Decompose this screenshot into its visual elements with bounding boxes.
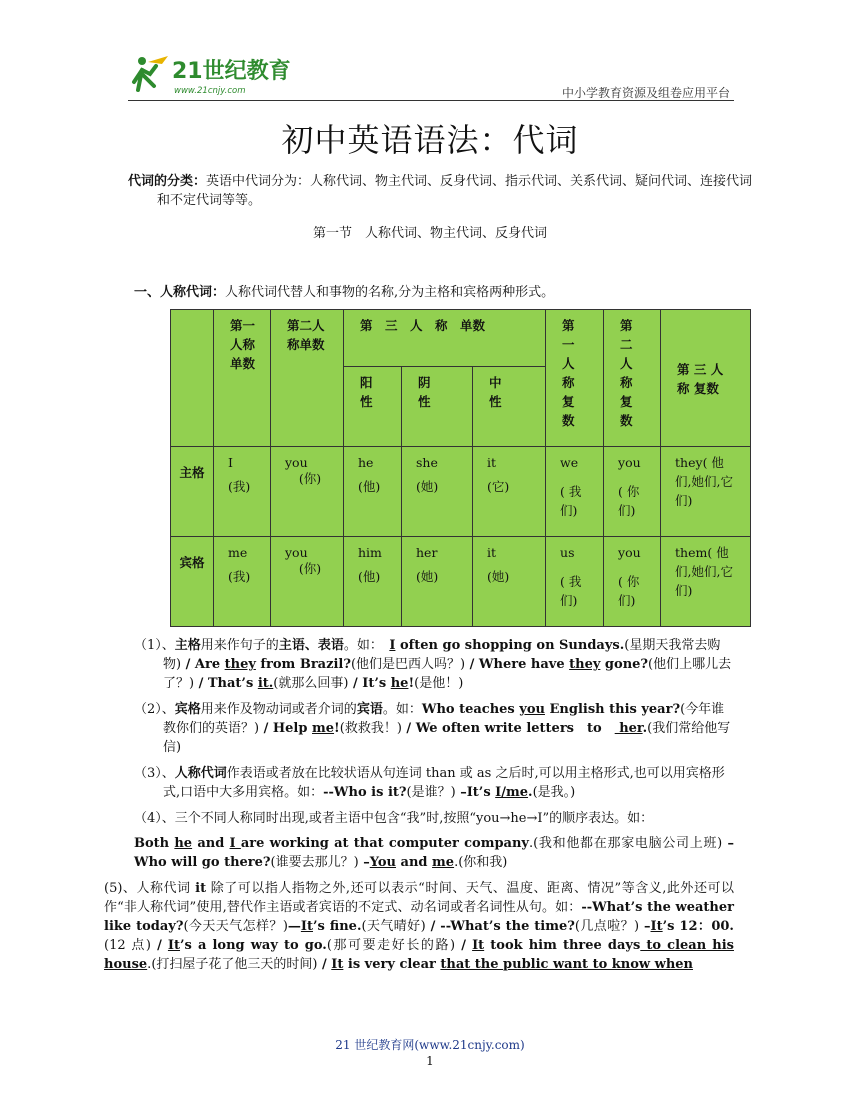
pronoun-cell: she (她) (402, 447, 473, 537)
header-third-plural: 第 三 人 称 复数 (661, 310, 751, 447)
page-title: 初中英语语法：代词 (281, 121, 579, 159)
header-masculine: 阳性 (344, 367, 402, 447)
header-first-singular: 第一人称单数 (214, 310, 271, 447)
table-corner-cell (171, 310, 214, 447)
logo-url: www.21cnjy.com (174, 86, 246, 96)
header-first-plural: 第一人称复数 (546, 310, 604, 447)
header-divider (128, 100, 734, 101)
footer-link[interactable]: 21 世纪教育网(www.21cnjy.com) (335, 1038, 525, 1052)
pronoun-cell: he (他) (344, 447, 402, 537)
runner-icon (134, 56, 168, 90)
pronoun-cell: you ( 你们) (604, 447, 661, 537)
note-4: （4）、三个不同人称同时出现,或者主语中包含“我”时,按照“you→he→I”的顺序表达。如： (134, 811, 654, 826)
heading-number: 一、 (134, 285, 161, 300)
pronoun-cell: it (她) (473, 537, 546, 627)
pronoun-cell: I (我) (214, 447, 271, 537)
header-third-singular: 第 三 人 称 单数 (344, 310, 546, 367)
row-label-objective: 宾格 (171, 537, 214, 627)
pronoun-table (170, 309, 751, 627)
header-neuter: 中性 (473, 367, 546, 447)
classification-text: 英语中代词分为：人称代词、物主代词、反身代词、指示代词、关系代词、疑问代词、连接代词和不定代词等等。 (157, 174, 753, 208)
heading-personal-pronouns (134, 281, 554, 300)
header-second-singular: 第二人称单数 (271, 310, 344, 447)
heading-text: 人称代词代替人和事物的名称,分为主格和宾格两种形式。 (225, 285, 555, 300)
pronoun-cell: me (我) (214, 537, 271, 627)
pronoun-cell: you (你) (271, 537, 344, 627)
section-title: 第一节 人称代词、物主代词、反身代词 (312, 226, 547, 241)
pronoun-cell: you (你) (271, 447, 344, 537)
note-2: （2）、宾格用来作及物动词或者介词的宾语。如：Who teaches you English this year?(今年谁教你们的英语？) / Help me!(救救我！) / We often write letters to her.(我们常给他写信) (134, 702, 731, 755)
page-number: 1 (426, 1054, 434, 1068)
table-row (171, 447, 751, 537)
row-label-nominative: 主格 (171, 447, 214, 537)
note-1: （1）、主格用来作句子的主语、表语。如： I often go shopping on Sundays.(星期天我常去购物) / Are they from Brazil?(他们是巴西人吗？) / Where have they gone?(他们上哪儿去了？) / That’s it.(就那么回事) / It’s he!(是他！) (134, 638, 732, 691)
pronoun-cell: it (它) (473, 447, 546, 537)
note-5: (5)、人称代词 it 除了可以指人指物之外,还可以表示“时间、天气、温度、距离、情况”等含义,此外还可以作“非人称代词”使用,替代作主语或者宾语的不定式、动名词或者名词性从句。如：--What’s the weather like today?(今天天气怎样？)—It’s fine.(天气晴好) / --What’s the time?(几点啦？) –It’s 12：00.(12 点) / It’s a long way to go.(那可要走好长的路) / It took him three days to clean his house.(打扫屋子花了他三天的时间) / It is very clear that the public want to know when (104, 881, 734, 972)
note-4-example: Both he and I are working at that computer company.(我和他都在那家电脑公司上班) –Who will go there?(谁要去那儿？) –You and me.(你和我) (134, 836, 734, 870)
pronoun-cell: them( 他们,她们,它们) (661, 537, 751, 627)
header-second-plural: 第二人称复数 (604, 310, 661, 447)
pronoun-cell: her (她) (402, 537, 473, 627)
header-tagline: 中小学教育资源及组卷应用平台 (561, 86, 730, 100)
header-feminine: 阴性 (402, 367, 473, 447)
pronoun-cell: you ( 你们) (604, 537, 661, 627)
heading-label: 人称代词： (160, 285, 226, 300)
notes-section (104, 636, 734, 981)
pronoun-cell: him (他) (344, 537, 402, 627)
site-logo (128, 52, 298, 98)
classification-label: 代词的分类： (128, 174, 207, 189)
classification-paragraph (128, 172, 763, 210)
pronoun-cell: we ( 我们) (546, 447, 604, 537)
logo-title: 21世纪教育 (172, 59, 291, 84)
pronoun-cell: us ( 我们) (546, 537, 604, 627)
note-3: （3）、人称代词作表语或者放在比较状语从句连词 than 或 as 之后时,可以用主格形式,也可以用宾格形式,口语中大多用宾格。如：--Who is it?(是谁？) –It’s I/me.(是我。) (134, 766, 725, 800)
table-row (171, 537, 751, 627)
pronoun-cell: they( 他们,她们,它们) (661, 447, 751, 537)
